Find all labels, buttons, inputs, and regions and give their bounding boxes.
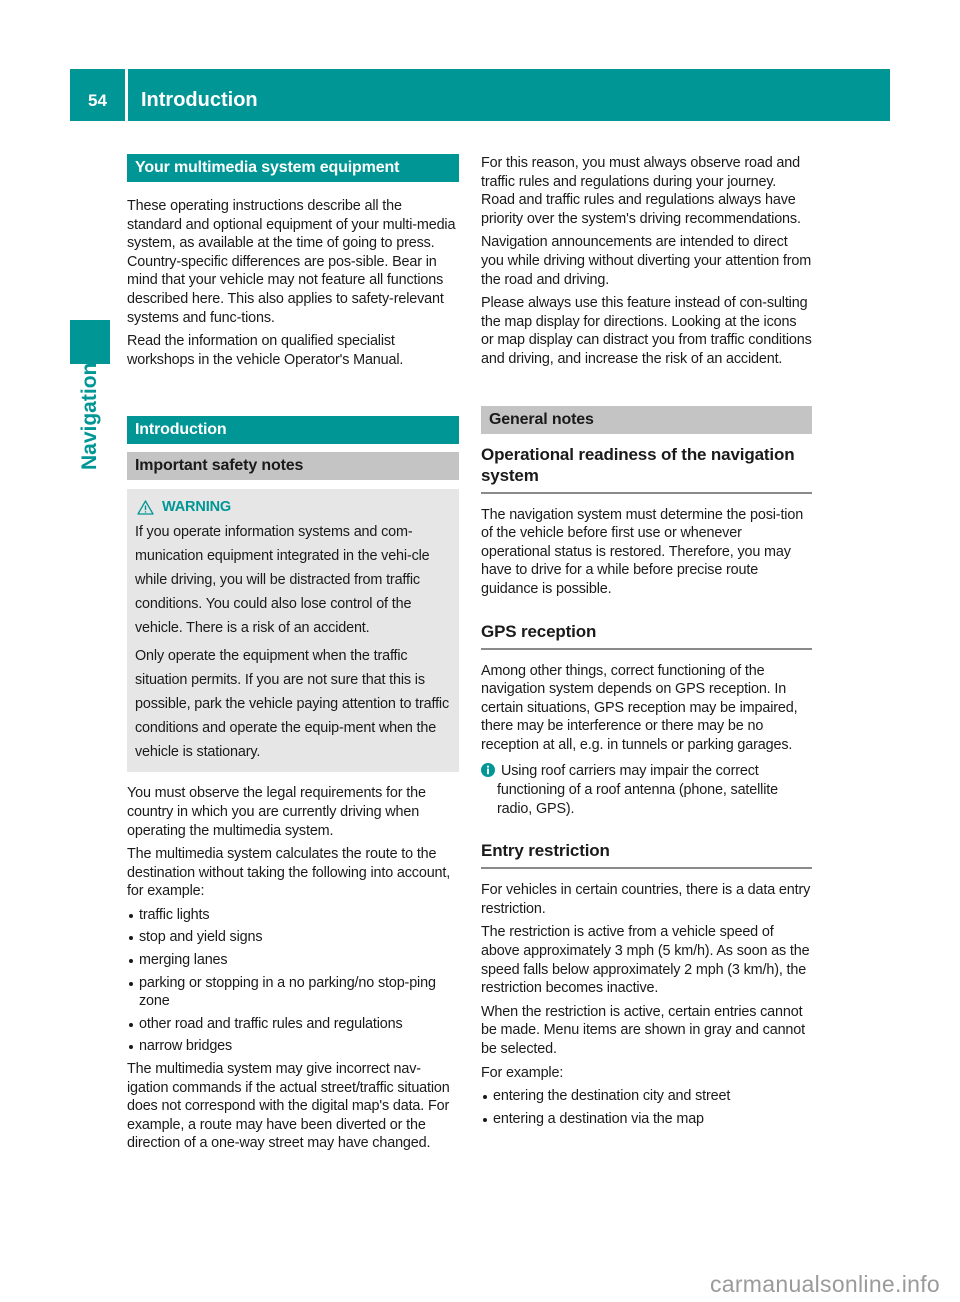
side-tab-label: Navigation [78,362,101,470]
section-heading-introduction: Introduction [127,416,459,444]
warning-header [135,497,451,517]
route-exclusions-list [127,906,459,1056]
paragraph: When the restriction is active, certain entries cannot be made. Menu items are shown in gray and cannot be selected. [481,1003,805,1057]
list-item: stop and yield signs [127,928,459,947]
restricted-entries-list [481,1087,812,1128]
side-tab-marker [70,320,110,364]
warning-triangle-icon [137,500,154,515]
paragraph: The multimedia system may give incorrect nav-igation commands if the actual street/traffic situation does not correspond with the digital map's data. For example, a route may have been diverted or the direction of a one-way street may have changed. [127,1061,450,1152]
paragraph: The multimedia system calculates the route to the destination without taking the following into account, for example: [127,846,451,900]
left-column [127,154,459,1158]
heading-operational-readiness: Operational readiness of the navigation system [481,444,812,494]
equipment-text [127,197,459,369]
list-item: other road and traffic rules and regulations [127,1015,459,1034]
list-item: traffic lights [127,906,459,925]
paragraph: Please always use this feature instead of con-sulting the map display for directions. Looking at the icons or map display can distract you from traffic conditions and driving, and increase the risk of an accident. [481,295,812,367]
warning-box [127,489,459,772]
paragraph: For vehicles in certain countries, there is a data entry restriction. [481,882,811,917]
warning-label: WARNING [162,499,232,516]
paragraph: Navigation announcements are intended to direct you while driving without diverting your attention from the road and driving. [481,234,812,288]
paragraph: For example: [481,1064,564,1081]
page-number: 54 [70,69,125,121]
paragraph: The restriction is active from a vehicle speed of above approximately 3 mph (5 km/h). As soon as the speed falls below approximately 2 mph (3 km/h), the restriction becomes inactive. [481,924,810,997]
watermark: carmanualsonline.info [709,1271,940,1297]
info-icon [481,763,495,777]
warning-paragraph: If you operate information systems and com-munication equipment integrated in the vehi-cle while driving, you will be distracted from traffic conditions. You could also lose control of the vehicle. There is a risk of an accident. [135,524,430,636]
warning-paragraph: Only operate the equipment when the traffic situation permits. If you are not sure that this is possible, park the vehicle paying attention to traffic conditions and operate the equip-ment when the vehicle is stationary. [135,648,450,760]
heading-entry-restriction: Entry restriction [481,840,812,869]
subsection-heading-safety-notes: Important safety notes [127,452,459,480]
info-note-text: Using roof carriers may impair the correct functioning of a roof antenna (phone, satellite radio, GPS). [497,763,778,817]
paragraph: Read the information on qualified specialist workshops in the vehicle Operator's Manual. [127,333,404,368]
list-item: parking or stopping in a no parking/no stop-ping zone [127,974,459,1011]
safety-text [127,784,459,1153]
chapter-title: Introduction [128,69,890,121]
paragraph: The navigation system must determine the posi-tion of the vehicle before first use or whenever operational status is restored. Therefore, you may have to drive for a while before precise route guidance is possible. [481,506,804,597]
list-item: narrow bridges [127,1037,459,1056]
list-item: merging lanes [127,951,459,970]
paragraph: For this reason, you must always observe road and traffic rules and regulations during your journey. Road and traffic rules and regulations always have priority over the system's driving recommendations. [481,155,801,227]
info-note [481,762,812,818]
list-item: entering the destination city and street [481,1087,812,1106]
right-column [481,154,812,1132]
paragraph: You must observe the legal requirements for the country in which you are currently driving when operating the multimedia system. [127,785,426,839]
list-item: entering a destination via the map [481,1110,812,1129]
heading-gps-reception: GPS reception [481,621,812,650]
paragraph: These operating instructions describe all the standard and optional equipment of your multi-media system, as available at the time of going to press. Country-specific differences are pos-sible. Bear in mind that your vehicle may not feature all functions described here. This also applies to safety-relevant systems and func-tions. [127,198,456,326]
paragraph: Among other things, correct functioning of the navigation system depends on GPS reception. In certain situations, GPS reception may be impaired, there may be interference or there may be no reception at all, e.g. in tunnels or parking garages. [481,662,798,753]
section-heading-multimedia-equipment: Your multimedia system equipment [127,154,459,182]
section-heading-general-notes: General notes [481,406,812,434]
